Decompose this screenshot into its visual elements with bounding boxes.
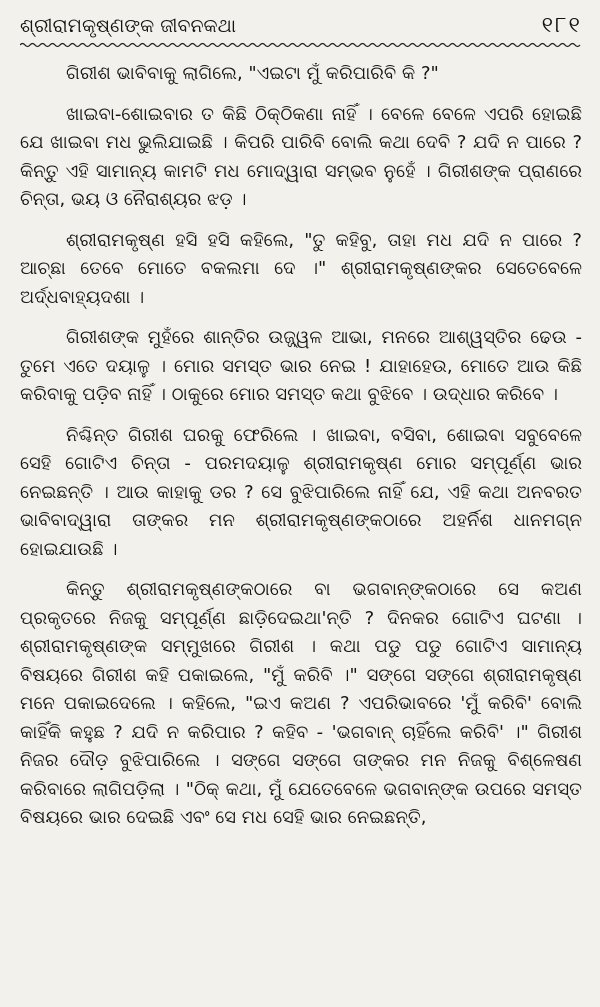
page-header [20, 0, 582, 38]
paragraph: ଶ୍ରୀରାମକୃଷ୍ଣ ହସି ହସି କହିଲେ, "ତୁ କହିବୁ, ତାହା ମଧ ଯଦି ନ ପାରେ ? ଆଚ୍ଛା ତେବେ ମୋତେ ବକଲମା ଦେ ।" ଶ୍ରୀରାମକୃଷ୍ଣଙ୍କର ସେତେବେଳେ ଅର୍ଦ୍ଧବାହ୍ୟଦଶା । [20, 229, 582, 308]
header-rule [20, 42, 582, 48]
page-body [20, 60, 582, 833]
page-number: ୧୮୧ [541, 13, 582, 38]
paragraph: କିନ୍ତୁ ଶ୍ରୀରାମକୃଷ୍ଣଙ୍କଠାରେ ବା ଭଗବାନ୍‌ଙ୍କଠାରେ ସେ କଅଣ ପ୍ରକୃତରେ ନିଜକୁ ସମ୍ପୂର୍ଣ୍ଣ ଛାଡ଼ିଦେଇଥା'ନ୍ତି ? ଦିନକର ଗୋଟିଏ ଘଟଣା । ଶ୍ରୀରାମକୃଷ୍ଣଙ୍କ ସମ୍ମୁଖରେ ଗିରୀଶ । କଥା ପଡୁ ପଡୁ ଗୋଟିଏ ସାମାନ୍ୟ ବିଷୟରେ ଗିରୀଶ କହି ପକାଇଲେ, "ମୁଁ କରିବି ।" ସଙ୍ଗେ ସଙ୍ଗେ ଶ୍ରୀରାମକୃଷ୍ଣ ମନେ ପକାଇଦେଲେ । କହିଲେ, "ଇଏ କଅଣ ? ଏପରିଭାବରେ 'ମୁଁ କରିବି' ବୋଲି କାହିଁକି କହୁଛ ? ଯଦି ନ କରିପାର ? କହିବ - 'ଭଗବାନ୍ ଚାହିଁଲେ କରିବି' ।" ଗିରୀଶ ନିଜର ଦୌଡ଼ ବୁଝିପାରିଲେ । ସଙ୍ଗେ ସଙ୍ଗେ ତାଙ୍କର ମନ ନିଜକୁ ବିଶ୍ଳେଷଣ କରିବାରେ ଲାଗିପଡ଼ିଲା । "ଠିକ୍ କଥା, ମୁଁ ଯେତେବେଳେ ଭଗବାନ୍‌ଙ୍କ ଉପରେ ସମସ୍ତ ବିଷୟରେ ଭାର ଦେଇଛି ଏବଂ ସେ ମଧ ସେହି ଭାର ନେଇଛନ୍ତି, [20, 579, 582, 828]
paragraph: ଖାଇବା-ଶୋଇବାର ତ କିଛି ଠିକ୍‌ଠିକଣା ନାହିଁ । ବେଳେ ବେଳେ ଏପରି ହୋଇଛି ଯେ ଖାଇବା ମଧ ଭୁଲିଯାଇଛି । କିପରି ପାରିବି ବୋଲି କଥା ଦେବି ? ଯଦି ନ ପାରେ ? କିନ୍ତୁ ଏହି ସାମାନ୍ୟ କାମଟି ମଧ ମୋଦ୍ୱାରା ସମ୍ଭବ ନୁହେଁ । ଗିରୀଶଙ୍କ ପ୍ରାଣରେ ଚିନ୍ତା, ଭୟ ଓ ନୈରାଶ୍ୟର ଝଡ଼ । [20, 103, 582, 210]
paragraph: ଗିରୀଶ ଭାବିବାକୁ ଲାଗିଲେ, "ଏଇଟା ମୁଁ କରିପାରିବି କି ?" [66, 63, 439, 84]
running-title: ଶ୍ରୀରାମକୃଷ୍ଣଙ୍କ ଜୀବନକଥା [20, 15, 237, 37]
paragraph: ନିଶ୍ଚିନ୍ତ ଗିରୀଶ ଘରକୁ ଫେରିଲେ । ଖାଇବା, ବସିବା, ଶୋଇବା ସବୁବେଳେ ସେହି ଗୋଟିଏ ଚିନ୍ତା - ପରମଦୟାଳୁ ଶ୍ରୀରାମକୃଷ୍ଣ ମୋର ସମ୍ପୂର୍ଣ୍ଣ ଭାର ନେଇଛନ୍ତି । ଆଉ କାହାକୁ ଡର ? ସେ ବୁଝିପାରିଲେ ନାହିଁ ଯେ, ଏହି କଥା ଅନବରତ ଭାବିବାଦ୍ୱାରା ତାଙ୍କର ମନ ଶ୍ରୀରାମକୃଷ୍ଣଙ୍କଠାରେ ଅହର୍ନିଶ ଧାନମଗ୍ନ ହୋଇଯାଉଛି । [20, 424, 582, 560]
paragraph: ଗିରୀଶଙ୍କ ମୁହଁରେ ଶାନ୍ତିର ଉଜ୍ଜ୍ୱଳ ଆଭା, ମନରେ ଆଶ୍ୱସ୍ତିର ଢେଉ - ତୁମେ ଏତେ ଦୟାଳୁ । ମୋର ସମସ୍ତ ଭାର ନେଇ ! ଯାହାହେଉ, ମୋତେ ଆଉ କିଛି କରିବାକୁ ପଡ଼ିବ ନାହିଁ । ଠାକୁରେ ମୋର ସମସ୍ତ କଥା ବୁଝିବେ । ଉଦ୍ଧାର କରିବେ । [20, 327, 582, 405]
